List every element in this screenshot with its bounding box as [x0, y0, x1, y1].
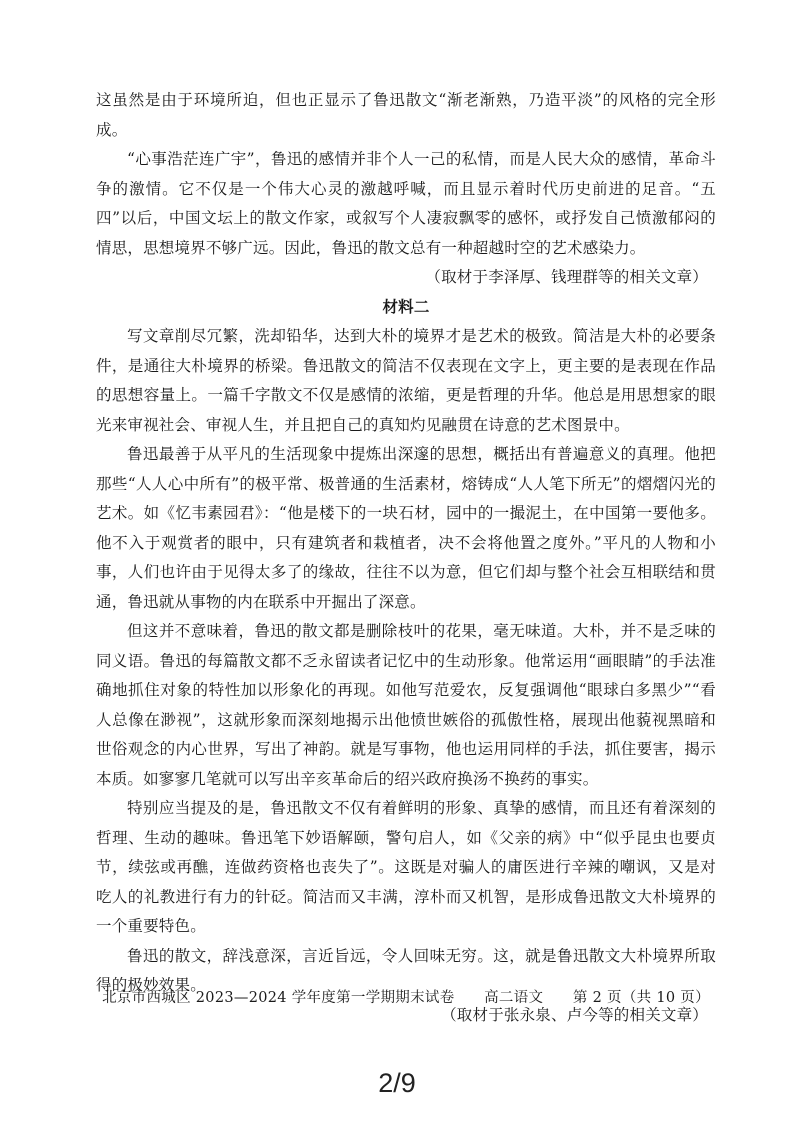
- paragraph-6: 特别应当提及的是，鲁迅散文不仅有着鲜明的形象、真挚的感情，而且还有着深刻的哲理、生动的趣味。鲁迅笔下妙语解颐，警句启人，如《父亲的病》中“似乎昆虫也要贞节，续弦或再醮，连做药资格也丧失了”。这既是对骗人的庸医进行辛辣的嘲讽，又是对吃人的礼教进行有力的针砭。简洁而又丰满，淳朴而又机智，是形成鲁迅散文大朴境界的一个重要特色。: [96, 799, 716, 935]
- paragraph-1: 这虽然是由于环境所迫，但也正显示了鲁迅散文“渐老渐熟，乃造平淡”的风格的完全形成。: [96, 91, 716, 139]
- section-title-material-2: 材料二: [382, 297, 430, 316]
- page-counter: 2/9: [378, 1068, 416, 1098]
- paragraph-2: “心事浩茫连广宇”，鲁迅的感情并非个人一己的私情，而是人民大众的感情，革命斗争的激情。它不仅是一个伟大心灵的激越呼喊，而且显示着时代历史前进的足音。“五四”以后，中国文坛上的散文作家，或叙写个人凄寂飘零的感怀，或抒发自己愤激郁闷的情思，思想境界不够广远。因此，鲁迅的散文总有一种超越时空的艺术感染力。: [96, 150, 716, 257]
- paragraph-4: 鲁迅最善于从平凡的生活现象中提炼出深邃的思想，概括出有普遍意义的真理。他把那些“人人心中所有”的极平常、极普通的生活素材，熔铸成“人人笔下所无”的熠熠闪光的艺术。如《忆韦素园君》：“他是楼下的一块石材，园中的一撮泥土，在中国第一要他多。他不入于观赏者的眼中，只有建筑者和栽植者，决不会将他置之度外。”平凡的人物和小事，人们也许由于见得太多了的缘故，往往不以为意，但它们却与整个社会互相联结和贯通，鲁迅就从事物的内在联系中开掘出了深意。: [96, 445, 716, 611]
- paragraph-5: 但这并不意味着，鲁迅的散文都是删除枝叶的花果，毫无味道。大朴，并不是乏味的同义语。鲁迅的每篇散文都不乏永留读者记忆中的生动形象。他常运用“画眼睛”的手法准确地抓住对象的特性加以形象化的再现。如他写范爱农，反复强调他“眼球白多黑少”“看人总像在渺视”，这就形象而深刻地揭示出他愤世嫉俗的孤傲性格，展现出他藐视黑暗和世俗观念的内心世界，写出了神韵。就是写事物，他也运用同样的手法，抓住要害，揭示本质。如寥寥几笔就可以写出辛亥革命后的绍兴政府换汤不换药的事实。: [96, 622, 716, 788]
- source-citation-1: （取材于李泽厚、钱理群等的相关文章）: [425, 268, 708, 286]
- paragraph-7: 鲁迅的散文，辞浅意深，言近旨远，令人回味无穷。这，就是鲁迅散文大朴境界所取得的极妙效果。: [96, 946, 716, 994]
- document-body: [96, 86, 716, 1030]
- paragraph-3: 写文章削尽冗繁，洗却铅华，达到大朴的境界才是艺术的极致。简洁是大朴的必要条件，是通往大朴境界的桥梁。鲁迅散文的简洁不仅表现在文字上，更主要的是表现在作品的思想容量上。一篇千字散文不仅是感情的浓缩，更是哲理的升华。他总是用思想家的眼光来审视社会、审视人生，并且把自己的真知灼见融贯在诗意的艺术图景中。: [96, 327, 716, 434]
- source-citation-2: （取材于张永泉、卢今等的相关文章）: [441, 1005, 708, 1024]
- page-footer: 北京市西城区 2023—2024 学年度第一学期期末试卷 高二语文 第 2 页（共 10 页）: [102, 990, 710, 1006]
